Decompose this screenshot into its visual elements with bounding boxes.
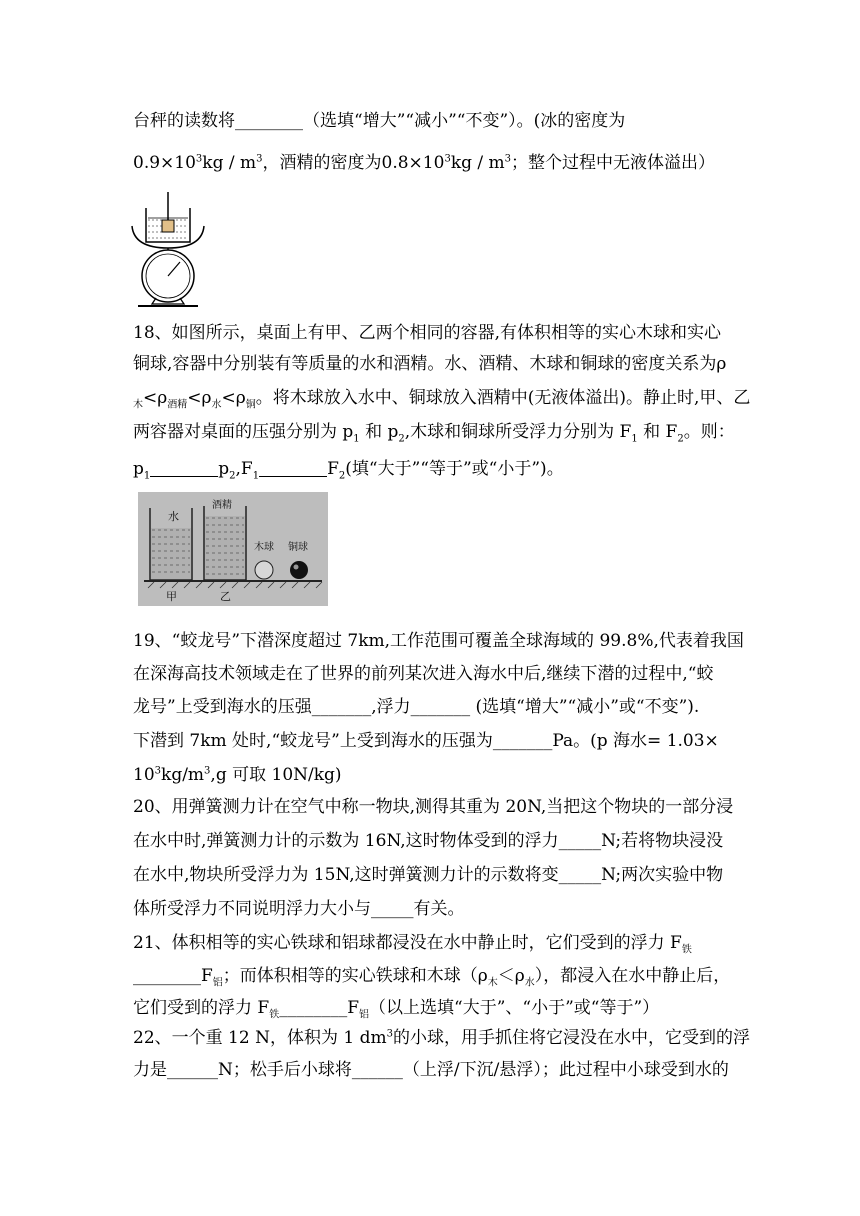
superscript: 3 xyxy=(386,1028,393,1040)
text-span: <ρ xyxy=(187,388,212,408)
subscript: 1 xyxy=(252,470,260,482)
subscript: 1 xyxy=(631,433,638,445)
superscript: 3 xyxy=(154,765,162,777)
text-span: <ρ xyxy=(221,388,246,408)
wood-ball xyxy=(255,561,273,579)
q19-line-2: 在深海高技术领域走在了世界的前列某次进入海水中后,继续下潜的过程中,“蛟 xyxy=(133,664,714,684)
superscript: 3 xyxy=(204,765,211,777)
text-span: (填“大于”“等于”或“小于”)。 xyxy=(345,459,564,479)
q21-line-1 xyxy=(133,932,692,954)
text-span: ,木球和铜球所受浮力分别为 F xyxy=(404,422,632,442)
q18-line-2: 铜球,容器中分别装有等质量的水和酒精。水、酒精、木球和铜球的密度关系为ρ xyxy=(133,354,727,374)
q21-line-3 xyxy=(133,997,659,1019)
subscript: 1 xyxy=(353,433,360,445)
q19-line-3: 龙号”上受到海水的压强_______,浮力_______ (选填“增大”“减小”或“不变”). xyxy=(133,697,700,717)
subscript: 2 xyxy=(677,433,684,445)
q18-line-4 xyxy=(133,421,735,443)
text-span: 21、体积相等的实心铁球和铝球都浸没在水中静止时，它们受到的浮力 F xyxy=(133,933,682,953)
q19-line-1: 19、“蛟龙号”下潜深度超过 7km,工作范围可覆盖全球海域的 99.8%,代表着我国 xyxy=(133,631,744,651)
text-span: 。则： xyxy=(683,422,735,442)
text-span: ________F xyxy=(279,998,359,1018)
scale-figure xyxy=(128,190,212,310)
text-span: <ρ xyxy=(143,388,168,408)
subscript: 2 xyxy=(338,470,346,482)
text-span: ；整个过程中无液体溢出） xyxy=(511,153,716,173)
text-span: 的小球，用手抓住将它浸没在水中，它受到的浮 xyxy=(392,1028,750,1048)
subscript: 铁 xyxy=(681,944,692,956)
text-span: （以上选填“大于”、“小于”或“等于”） xyxy=(369,998,660,1018)
label-jia: 甲 xyxy=(166,590,177,603)
label-yi: 乙 xyxy=(220,590,231,603)
q18-line-1: 18、如图所示，桌面上有甲、乙两个相同的容器,有体积相等的实心木球和实心 xyxy=(133,323,722,343)
text-span: 10 xyxy=(133,765,155,785)
text-span: 0.9×10 xyxy=(133,153,196,173)
q19-line-4: 下潜到 7km 处时,“蛟龙号”上受到海水的压强为_______Pa。(p 海水= 1.03× xyxy=(133,731,719,751)
subscript: 酒精 xyxy=(167,399,188,411)
q18-line-5 xyxy=(133,458,564,480)
text-span: 和 F xyxy=(637,422,678,442)
subscript: 铝 xyxy=(212,977,223,989)
q19-line-5 xyxy=(133,764,342,786)
text-span: kg / m xyxy=(450,153,505,173)
answer-blank[interactable] xyxy=(150,460,218,477)
text-line-2 xyxy=(133,152,715,174)
label-alcohol: 酒精 xyxy=(212,500,232,511)
text-span: kg/m xyxy=(161,765,205,785)
text-span: ,F xyxy=(235,459,253,479)
text-span: ,g 可取 10N/kg) xyxy=(210,765,342,785)
subscript: 水 xyxy=(524,977,535,989)
label-water: 水 xyxy=(168,510,179,523)
containers-figure xyxy=(138,492,328,606)
text-span: 。将木球放入水中、铜球放入酒精中(无液体溢出)。静止时,甲、乙 xyxy=(255,388,751,408)
subscript: 铝 xyxy=(359,1009,369,1021)
label-copper: 铜球 xyxy=(288,542,308,553)
subscript: 水 xyxy=(211,399,222,411)
copper-ball xyxy=(290,561,308,579)
q20-line-1: 20、用弹簧测力计在空气中称一物块,测得其重为 20N,当把这个物块的一部分浸 xyxy=(133,797,734,817)
subscript: 铜 xyxy=(245,399,256,411)
subscript: 1 xyxy=(143,470,151,482)
q20-line-4: 体所受浮力不同说明浮力大小与_____有关。 xyxy=(133,899,465,919)
text-span: ，酒精的密度为 xyxy=(262,153,382,173)
answer-blank[interactable] xyxy=(259,460,327,477)
subscript: 2 xyxy=(398,433,405,445)
text-span: ________F xyxy=(133,966,213,986)
text-span: ），都浸入在水中静止后， xyxy=(534,966,731,986)
text-span: kg / m xyxy=(202,153,257,173)
text-span: 22、一个重 12 N，体积为 1 dm xyxy=(133,1028,387,1048)
text-span: p xyxy=(133,459,144,479)
superscript: 3 xyxy=(444,153,451,165)
q22-line-1 xyxy=(133,1027,750,1049)
q20-line-3: 在水中,物块所受浮力为 15N,这时弹簧测力计的示数将变_____N;两次实验中物 xyxy=(133,865,724,885)
text-span: p xyxy=(218,459,230,479)
q18-line-3 xyxy=(133,387,750,409)
text-span: 它们受到的浮力 F xyxy=(133,998,270,1018)
text-line-1: 台秤的读数将________（选填“增大”“减小”“不变”）。(冰的密度为 xyxy=(133,111,626,131)
label-wood: 木球 xyxy=(254,542,274,553)
superscript: 3 xyxy=(504,153,512,165)
q21-line-2 xyxy=(133,965,730,987)
text-span: F xyxy=(327,459,339,479)
subscript: 木 xyxy=(133,399,143,411)
subscript: 铁 xyxy=(269,1009,280,1021)
text-span: 0.8×10 xyxy=(381,153,445,173)
text-span: ；而体积相等的实心铁球和木球（ρ xyxy=(222,966,488,986)
text-span: ＜ρ xyxy=(497,966,525,986)
superscript: 3 xyxy=(195,153,203,165)
text-span: 两容器对桌面的压强分别为 p xyxy=(133,422,354,442)
q22-line-2: 力是______N；松手后小球将______（上浮/下沉/悬浮）；此过程中小球受到水的 xyxy=(133,1060,729,1080)
subscript: 2 xyxy=(229,470,236,482)
text-span: 和 p xyxy=(359,422,399,442)
subscript: 木 xyxy=(487,977,498,989)
superscript: 3 xyxy=(256,153,263,165)
q20-line-2: 在水中时,弹簧测力计的示数为 16N,这时物体受到的浮力_____N;若将物块浸没 xyxy=(133,831,724,851)
